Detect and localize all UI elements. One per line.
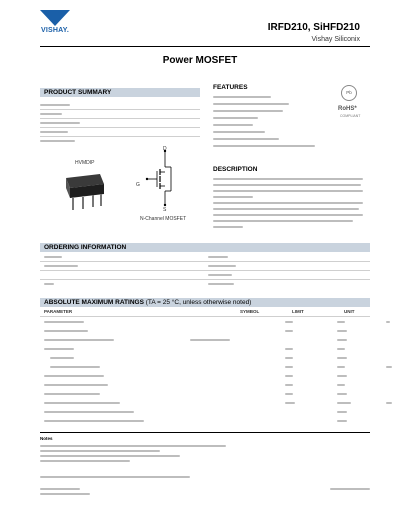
source-pin-label: S xyxy=(163,207,167,213)
ordering-info-header: ORDERING INFORMATION xyxy=(40,243,370,252)
pb-free-icon: Pb xyxy=(341,85,357,101)
rohs-badge: RoHS* xyxy=(338,106,357,112)
rohs-compliant-label: COMPLIANT xyxy=(340,114,361,118)
product-summary-table xyxy=(40,100,200,142)
gate-pin-label: G xyxy=(136,182,140,188)
mosfet-schematic xyxy=(135,145,195,215)
logo-text: VISHAY. xyxy=(41,27,69,34)
features-list xyxy=(213,93,333,147)
features-heading: FEATURES xyxy=(213,84,248,91)
description-heading: DESCRIPTION xyxy=(213,166,258,173)
description-text xyxy=(213,175,363,228)
part-number: IRFD210, SiHFD210 xyxy=(267,22,360,33)
abs-max-ratings-condition: (TA = 25 °C, unless otherwise noted) xyxy=(145,299,252,306)
package-image xyxy=(60,170,108,214)
col-parameter: PARAMETER xyxy=(44,309,73,314)
footer-left xyxy=(40,488,100,495)
company-name: Vishay Siliconix xyxy=(311,36,360,43)
ordering-info-table xyxy=(40,253,370,288)
abs-max-ratings-title: ABSOLUTE MAXIMUM RATINGS xyxy=(44,299,144,306)
document-title: Power MOSFET xyxy=(162,55,238,66)
col-unit: UNIT xyxy=(344,309,355,314)
logo-triangle-icon xyxy=(40,10,70,26)
abs-max-ratings-table xyxy=(40,318,370,426)
channel-label: N-Channel MOSFET xyxy=(140,216,187,222)
product-summary-header: PRODUCT SUMMARY xyxy=(40,88,200,97)
drain-pin-label: D xyxy=(163,146,167,152)
abs-max-ratings-header xyxy=(40,298,370,307)
header-divider xyxy=(40,46,370,47)
notes-text xyxy=(40,443,240,462)
package-label: HVMDIP xyxy=(75,160,95,166)
footer-right xyxy=(330,488,370,490)
col-symbol: SYMBOL xyxy=(240,309,260,314)
vishay-logo xyxy=(40,10,70,38)
notes-heading: Notes xyxy=(40,436,53,441)
col-limit: LIMIT xyxy=(292,309,304,314)
